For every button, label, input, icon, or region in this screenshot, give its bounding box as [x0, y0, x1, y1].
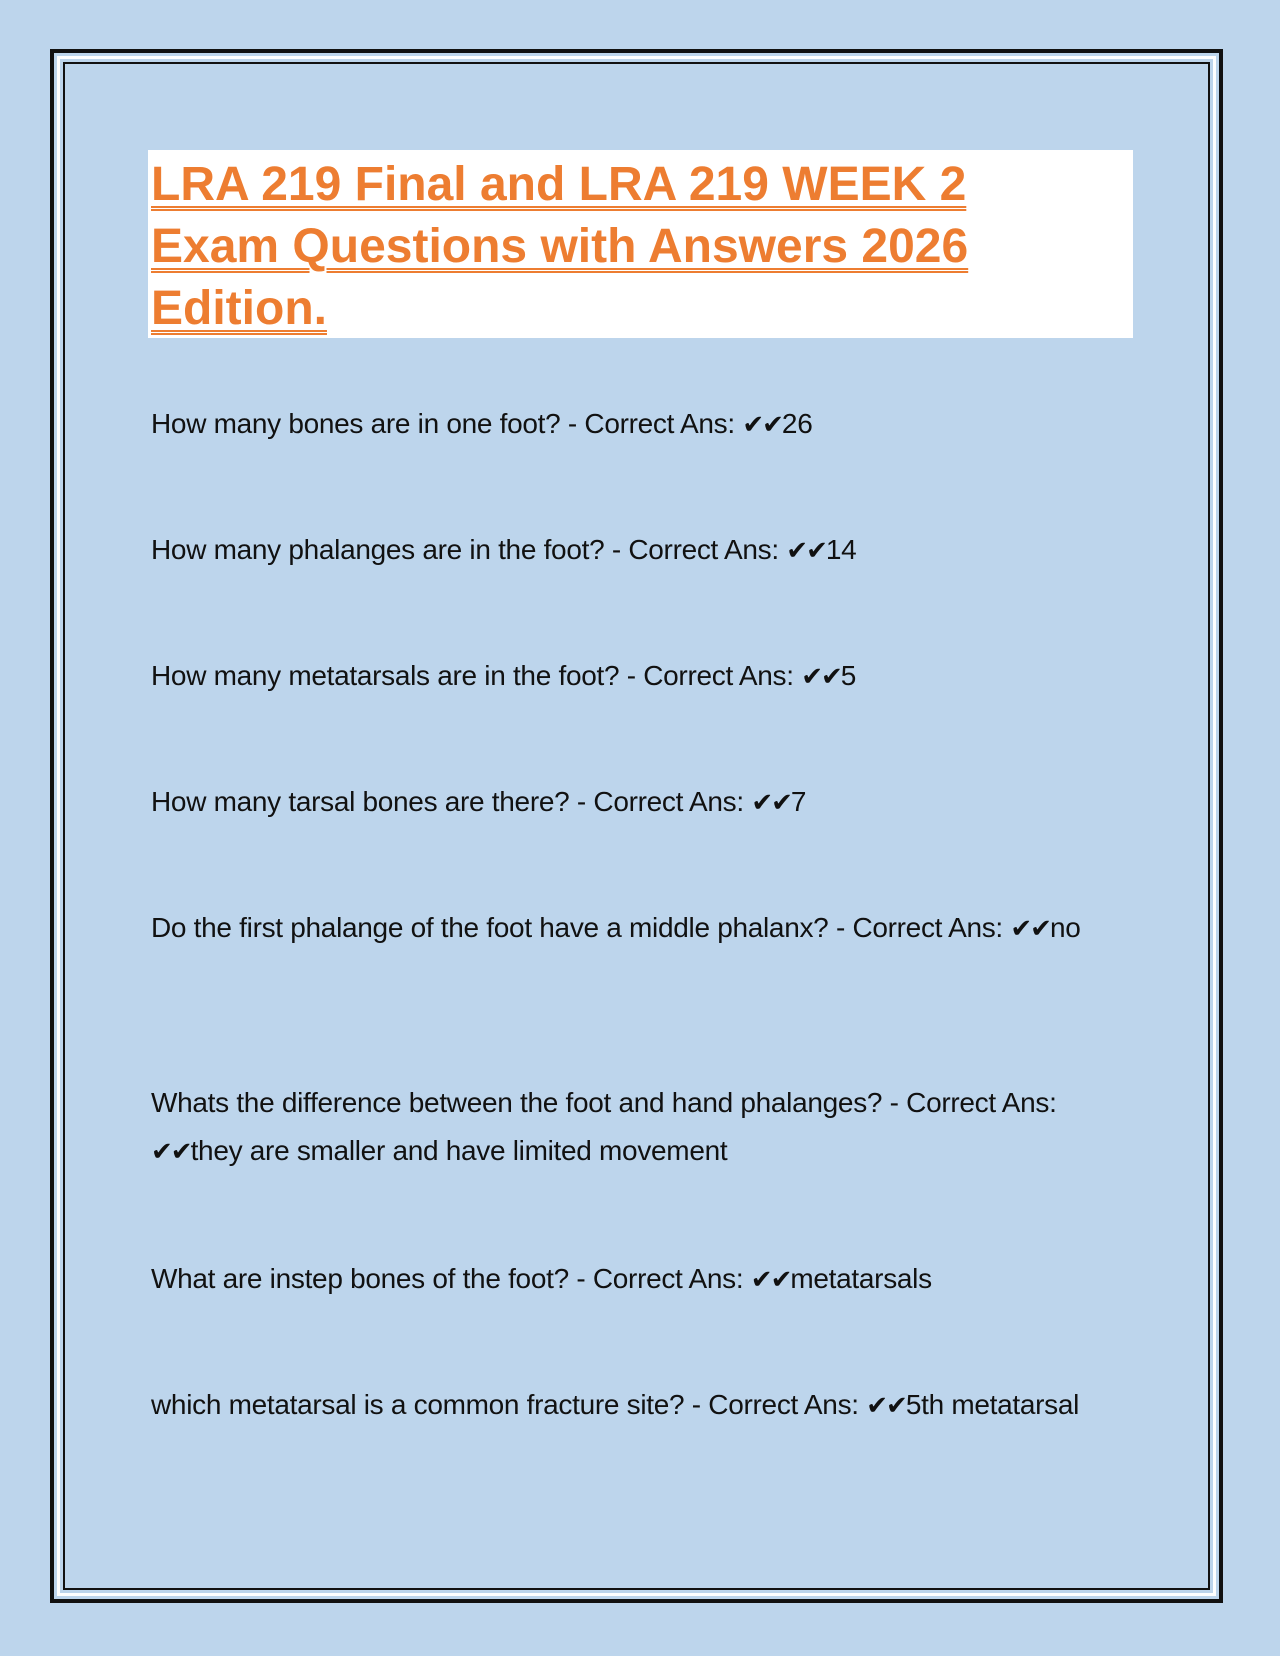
answer-text: 5 [840, 660, 857, 691]
question-text: Do the first phalange of the foot have a middle phalanx? [151, 912, 829, 943]
answer-text: 14 [825, 534, 857, 565]
question-text: How many bones are in one foot? [151, 408, 561, 439]
question-text: Whats the difference between the foot and hand phalanges? [151, 1087, 883, 1118]
answer-text: no [1049, 912, 1081, 943]
answer-text: metatarsals [790, 1263, 932, 1294]
answer-prefix: - Correct Ans: [691, 1389, 859, 1420]
double-check-icon: ✔✔ [1010, 914, 1050, 944]
qa-item [151, 1255, 1131, 1304]
question-text: How many metatarsals are in the foot? [151, 660, 620, 691]
double-check-icon: ✔✔ [751, 788, 791, 818]
qa-item [151, 904, 1131, 953]
double-check-icon: ✔✔ [151, 1137, 191, 1167]
qa-item [151, 652, 1131, 701]
question-text: How many tarsal bones are there? [151, 786, 570, 817]
question-text: How many phalanges are in the foot? [151, 534, 605, 565]
double-check-icon: ✔✔ [866, 1391, 906, 1421]
qa-item [151, 778, 1131, 827]
answer-prefix: - Correct Ans: [576, 1263, 744, 1294]
answer-prefix: - Correct Ans: [576, 786, 744, 817]
question-text: What are instep bones of the foot? [151, 1263, 569, 1294]
answer-text: they are smaller and have limited movement [190, 1135, 728, 1166]
answer-prefix: - Correct Ans: [835, 912, 1003, 943]
qa-item [151, 400, 1131, 449]
answer-prefix: - Correct Ans: [567, 408, 735, 439]
answer-text: 5th metatarsal [905, 1389, 1080, 1420]
document-title: LRA 219 Final and LRA 219 WEEK 2 Exam Questions with Answers 2026 Edition. [151, 158, 969, 335]
qa-item [151, 1079, 1131, 1176]
answer-text: 26 [781, 408, 813, 439]
answer-prefix: - Correct Ans: [626, 660, 794, 691]
double-check-icon: ✔✔ [786, 536, 826, 566]
answer-prefix: - Correct Ans: [611, 534, 779, 565]
answer-prefix: - Correct Ans: [889, 1087, 1057, 1118]
double-check-icon: ✔✔ [750, 1265, 791, 1295]
answer-text: 7 [790, 786, 807, 817]
double-check-icon: ✔✔ [742, 410, 782, 440]
question-text: which metatarsal is a common fracture site? [151, 1389, 685, 1420]
double-check-icon: ✔✔ [801, 662, 841, 692]
qa-item [151, 1381, 1131, 1430]
title-box [148, 150, 1133, 338]
qa-item [151, 526, 1131, 575]
